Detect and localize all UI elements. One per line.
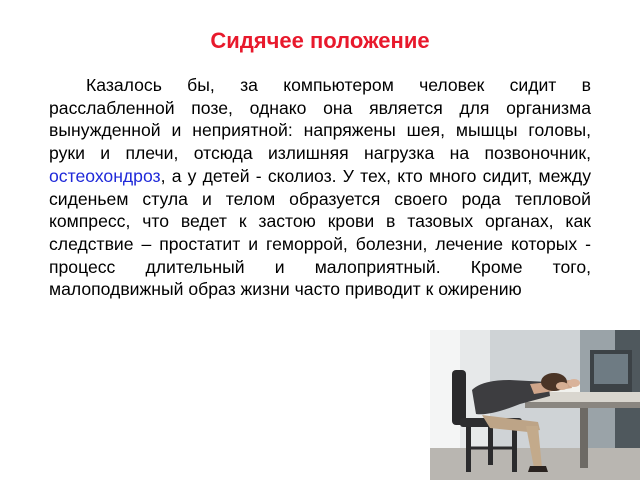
- slide-title: Сидячее положение: [210, 28, 430, 53]
- body-paragraph: [49, 74, 591, 301]
- tired-office-worker-photo: [430, 330, 640, 480]
- photo-illustration: [430, 330, 640, 480]
- paragraph-text-end: , а у детей - сколиоз. У тех, кто много сидит, между сиденьем стула и телом образуется своего рода тепловой компресс, что ведет к застою крови в тазовых органах, как следствие – простатит и геморрой, болезни, лечение которых - процесс длительный и малоприятный. Кроме того, малоподвижный образ жизни часто приводит к ожирению: [49, 165, 591, 300]
- osteochondrosis-link[interactable]: остеохондроз: [49, 165, 161, 186]
- paragraph-text-start: Казалось бы, за компьютером человек сидит в расслабленной позе, однако она является для организма вынужденной и неприятной: напряжены шея, мышцы головы, руки и плечи, отсюда излишняя нагрузка на позвоночник,: [49, 75, 591, 164]
